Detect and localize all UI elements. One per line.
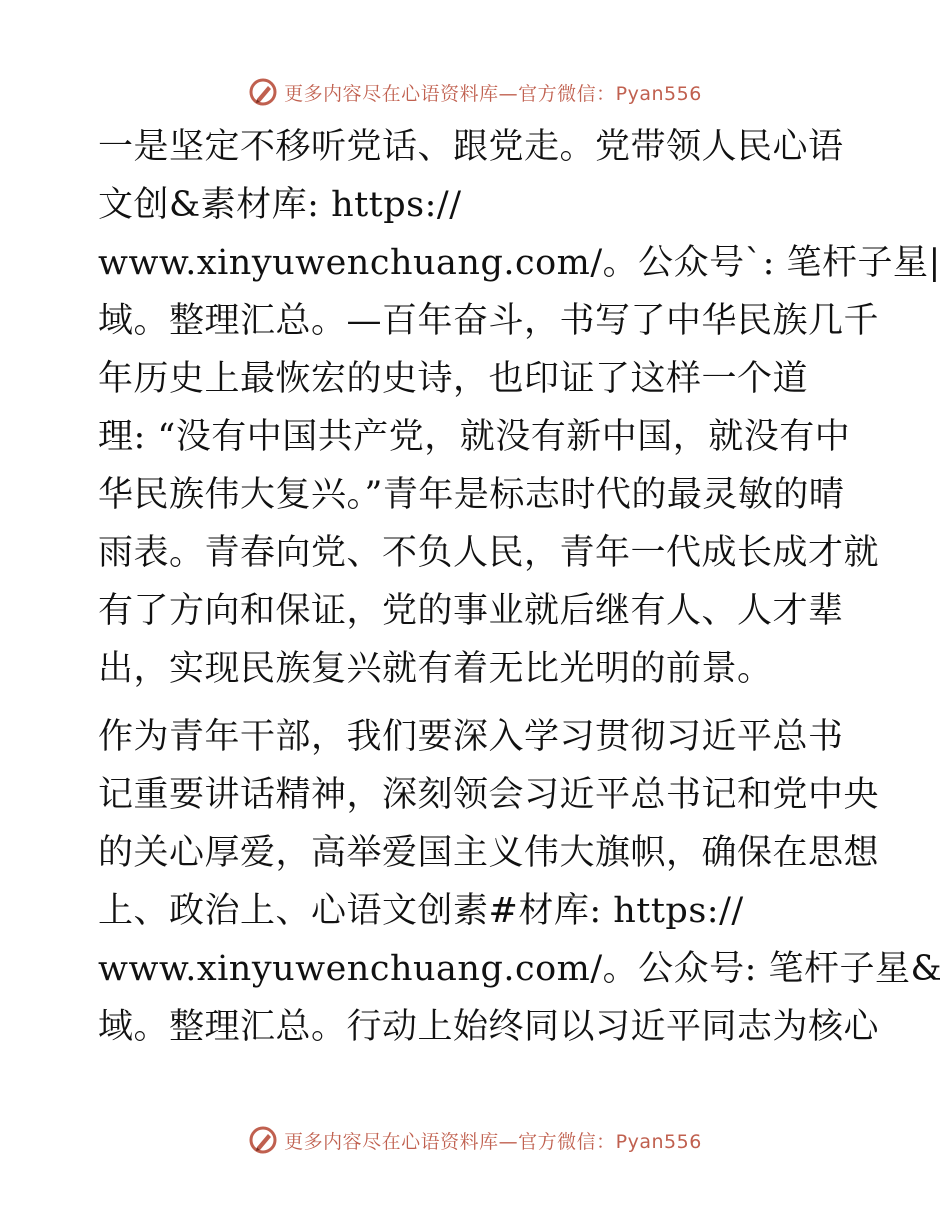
text-line: 上、政治上、心语文创素#材库: https:// [98,891,744,931]
text-line: 华民族伟大复兴。”青年是标志时代的最灵敏的晴 [98,475,845,515]
paragraph-2 [98,708,943,1056]
header-banner-text: 更多内容尽在心语资料库—官方微信：Pyan556 [284,82,702,105]
text-line: 年历史上最恢宏的史诗，也印证了这样一个道 [98,359,809,399]
text-line: 域。整理汇总。行动上始终同以习近平同志为核心 [98,1007,880,1047]
text-line: 作为青年干部，我们要深入学习贯彻习近平总书 [98,717,844,757]
text-line: www.xinyuwenchuang.com/。公众号: 笔杆子星& [98,949,943,989]
header-banner [0,72,950,112]
text-line: 出，实现民族复兴就有着无比光明的前景。 [98,649,773,689]
text-line: www.xinyuwenchuang.com/。公众号`: 笔杆子星| [98,243,941,283]
text-line: 文创&素材库: https:// [98,185,462,225]
text-line: 一是坚定不移听党话、跟党走。党带领人民心语 [98,127,844,167]
text-line: 理: “没有中国共产党，就没有新中国，就没有中 [98,417,851,457]
document-body [98,118,943,1056]
paragraph-1 [98,118,941,698]
pen-logo-icon [248,77,278,107]
text-line: 记重要讲话精神，深刻领会习近平总书记和党中央 [98,775,880,815]
text-line: 域。整理汇总。—百年奋斗，书写了中华民族几千 [98,301,880,341]
pen-logo-icon [248,1125,278,1155]
footer-banner-text: 更多内容尽在心语资料库—官方微信：Pyan556 [284,1130,702,1153]
text-line: 雨表。青春向党、不负人民，青年一代成长成才就 [98,533,880,573]
text-line: 的关心厚爱，高举爱国主义伟大旗帜，确保在思想 [98,833,880,873]
footer-banner [0,1120,950,1160]
text-line: 有了方向和保证，党的事业就后继有人、人才辈 [98,591,844,631]
paragraph-gap [98,698,858,708]
